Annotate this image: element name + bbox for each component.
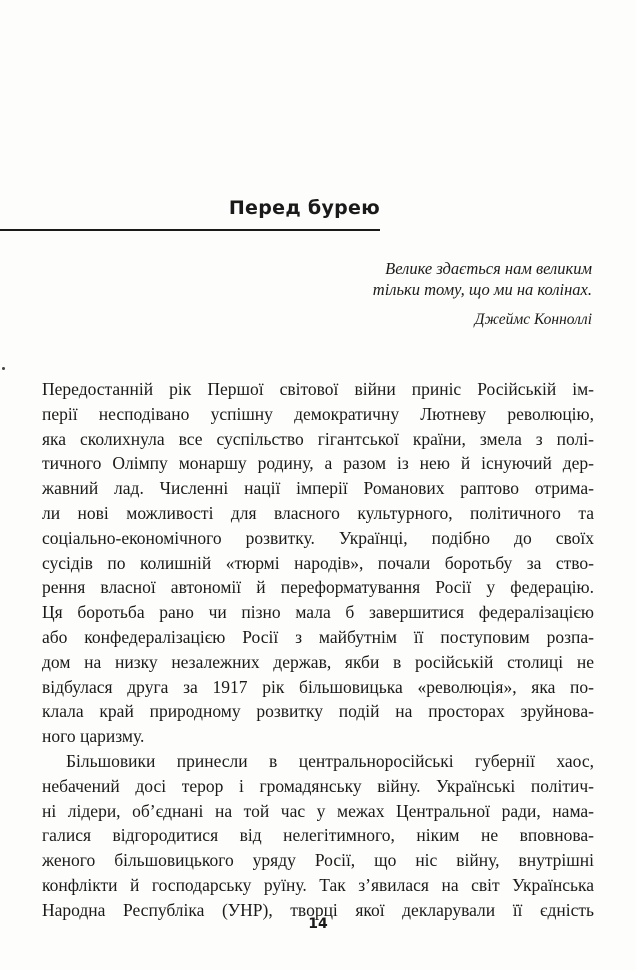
text-line: ні лідери, об’єднані на той час у межах Центральної ради, нама- <box>42 800 594 821</box>
text-line: конфлікти й господарську руїну. Так з’явилася на світ Українська <box>42 874 594 895</box>
epigraph-line: Велике здається нам великим <box>385 259 592 278</box>
chapter-title: Перед бурею <box>228 197 380 219</box>
text-line: галися відгородитися від нелегітимного, ніким не вповнова- <box>42 825 594 846</box>
text-line: Більшовики принесли в центральноросійські губернії хаос, <box>66 750 594 771</box>
text-line: ного царизму. <box>42 726 145 747</box>
epigraph-author: Джеймс Конноллі <box>474 311 592 328</box>
text-line: рення власної автономії й переформатування Росії у федерацію. <box>42 577 594 598</box>
text-line: яка сколихнула все суспільство гігантської країни, змела з полі- <box>42 428 594 449</box>
text-line: тичного Олімпу монаршу родину, а разом із нею й існуючий дер- <box>42 453 594 474</box>
text-line: жавний лад. Численні нації імперії Романових раптово отримa- <box>42 478 594 499</box>
text-line: женого більшовицького уряду Росії, що ніс війну, внутрішні <box>42 850 594 871</box>
text-line: перії несподівано успішну демократичну Лютневу революцію, <box>42 403 594 424</box>
body-text <box>42 377 594 923</box>
text-line: небачений досі терор і громадянську війну. Українські політич- <box>42 775 594 796</box>
text-line: дом на низку незалежних держав, якби в російській столиці не <box>42 651 594 672</box>
paragraph-2 <box>42 749 594 923</box>
text-line: Народна Республіка (УНР), творці якої декларували її єдність <box>42 899 594 920</box>
epigraph-line: тільки тому, що ми на колінах. <box>372 280 592 299</box>
text-line: відбулася друга за 1917 рік більшовицька «революція», яка по- <box>42 676 594 697</box>
text-line: клала край природному розвитку подій на просторах зруйновa- <box>42 701 594 722</box>
paragraph-1 <box>42 377 594 749</box>
title-underline <box>0 229 380 231</box>
page-number: 14 <box>308 916 328 932</box>
text-line: сусідів по колишній «тюрмі народів», почали боротьбу за ство- <box>42 552 594 573</box>
text-line: соціально-економічного розвитку. Українці, подібно до своїх <box>42 527 594 548</box>
text-line: ли нові можливості для власного культурного, політичного та <box>42 502 594 523</box>
margin-mark <box>2 367 5 370</box>
text-line: або конфедералізацією Росії з майбутнім її поступовим розпа- <box>42 626 594 647</box>
text-line: Ця боротьба рано чи пізно мала б завершитися федералізацією <box>42 602 594 623</box>
epigraph <box>373 258 592 330</box>
text-line: Передостанній рік Першої світової війни приніс Російській ім- <box>42 379 594 399</box>
